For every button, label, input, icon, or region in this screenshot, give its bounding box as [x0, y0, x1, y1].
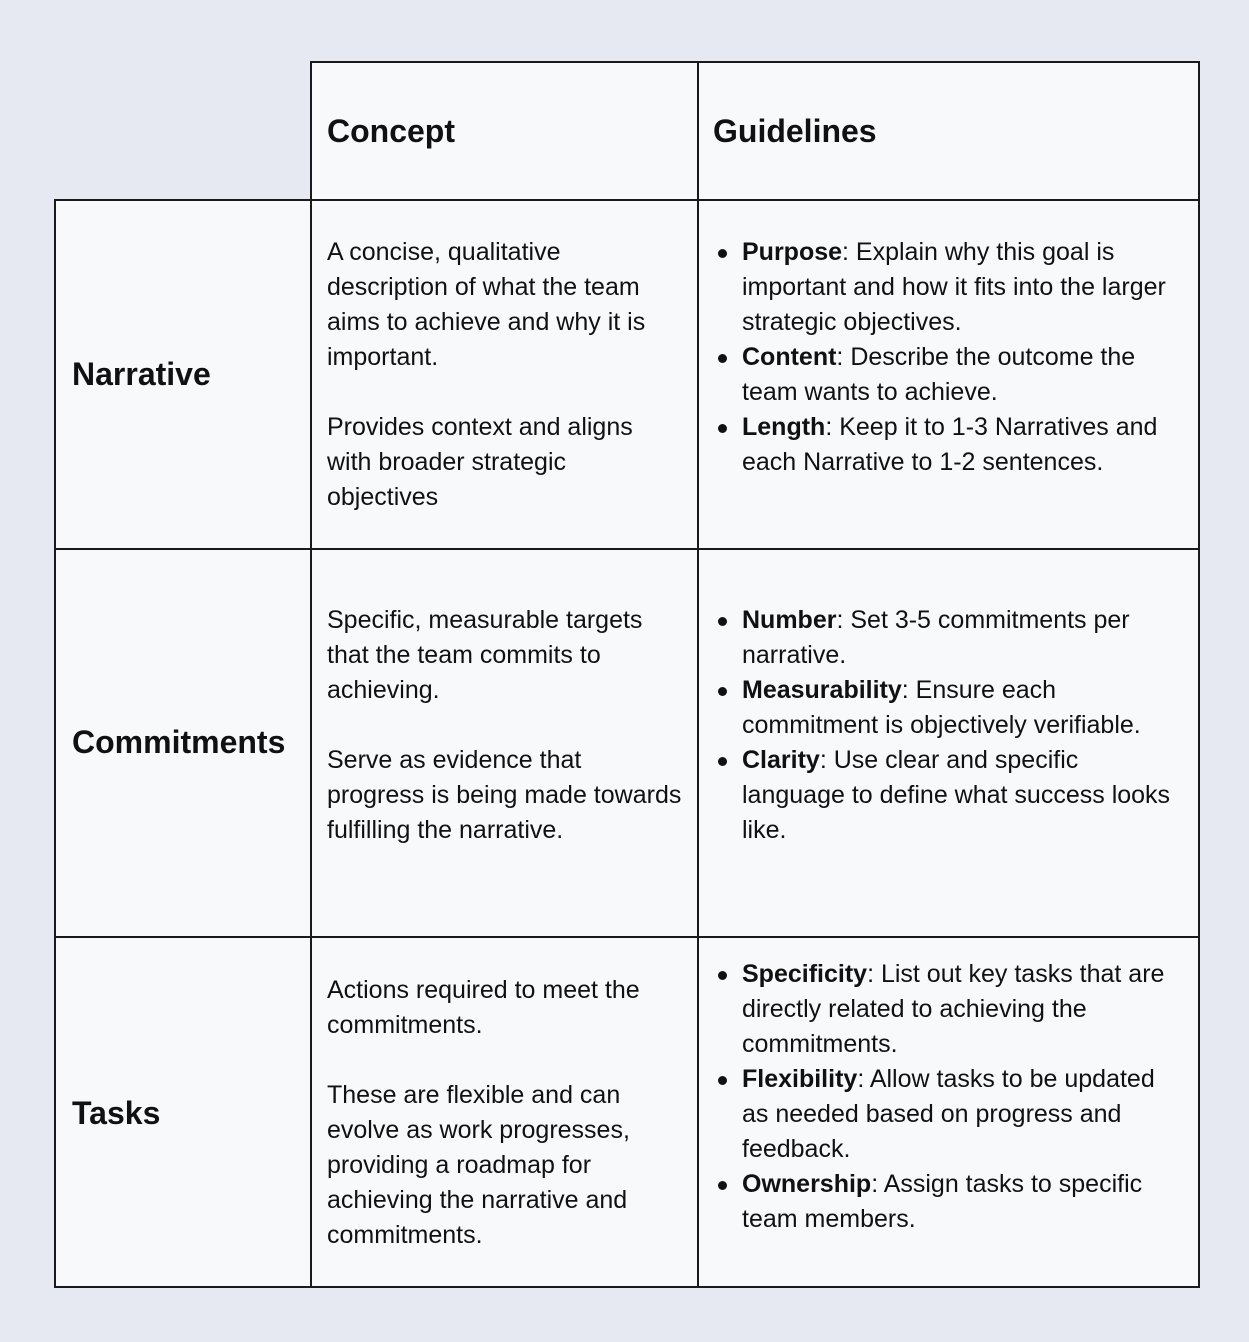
concept-text: These are flexible and can evolve as work progresses, providing a roadmap for achieving the narrative and commitments. — [327, 1081, 630, 1249]
guideline-item: Purpose: Explain why this goal is important and how it fits into the larger strategic objectives. — [699, 235, 1184, 340]
concept-text: Serve as evidence that progress is being made towards fulfilling the narrative. — [327, 746, 682, 844]
guideline-item: Number: Set 3-5 commitments per narrative. — [699, 603, 1184, 673]
header-guidelines: Guidelines — [713, 113, 877, 149]
guideline-item: Length: Keep it to 1-3 Narratives and each Narrative to 1-2 sentences. — [699, 410, 1184, 480]
guideline-item: Flexibility: Allow tasks to be updated as needed based on progress and feedback. — [699, 1062, 1184, 1167]
row-label: Commitments — [72, 724, 286, 760]
row-label: Narrative — [72, 356, 211, 392]
guidelines-list — [699, 957, 1184, 1237]
guideline-item: Content: Describe the outcome the team wants to achieve. — [699, 340, 1184, 410]
guidelines-list — [699, 235, 1184, 480]
guidelines-cell — [697, 199, 1200, 551]
guideline-item: Ownership: Assign tasks to specific team members. — [699, 1167, 1184, 1237]
row-label-cell — [54, 548, 313, 939]
concept-cell — [310, 936, 700, 1288]
guidelines-cell — [697, 548, 1200, 939]
concept-text: Provides context and aligns with broader strategic objectives — [327, 413, 633, 511]
guideline-item: Measurability: Ensure each commitment is objectively verifiable. — [699, 673, 1184, 743]
header-concept-cell — [310, 61, 700, 202]
concept-text: Actions required to meet the commitments. — [327, 976, 640, 1039]
row-label: Tasks — [72, 1095, 161, 1131]
header-concept: Concept — [327, 113, 455, 149]
concept-text: Specific, measurable targets that the team commits to achieving. — [327, 606, 643, 704]
row-label-cell — [54, 199, 313, 551]
concept-cell — [310, 199, 700, 551]
guidelines-cell — [697, 936, 1200, 1288]
row-label-cell — [54, 936, 313, 1288]
guideline-item: Clarity: Use clear and specific language to define what success looks like. — [699, 743, 1184, 848]
concept-cell — [310, 548, 700, 939]
header-guidelines-cell — [697, 61, 1200, 202]
concept-text: A concise, qualitative description of what the team aims to achieve and why it is important. — [327, 238, 646, 371]
guidelines-list — [699, 603, 1184, 848]
guideline-item: Specificity: List out key tasks that are directly related to achieving the commitments. — [699, 957, 1184, 1062]
